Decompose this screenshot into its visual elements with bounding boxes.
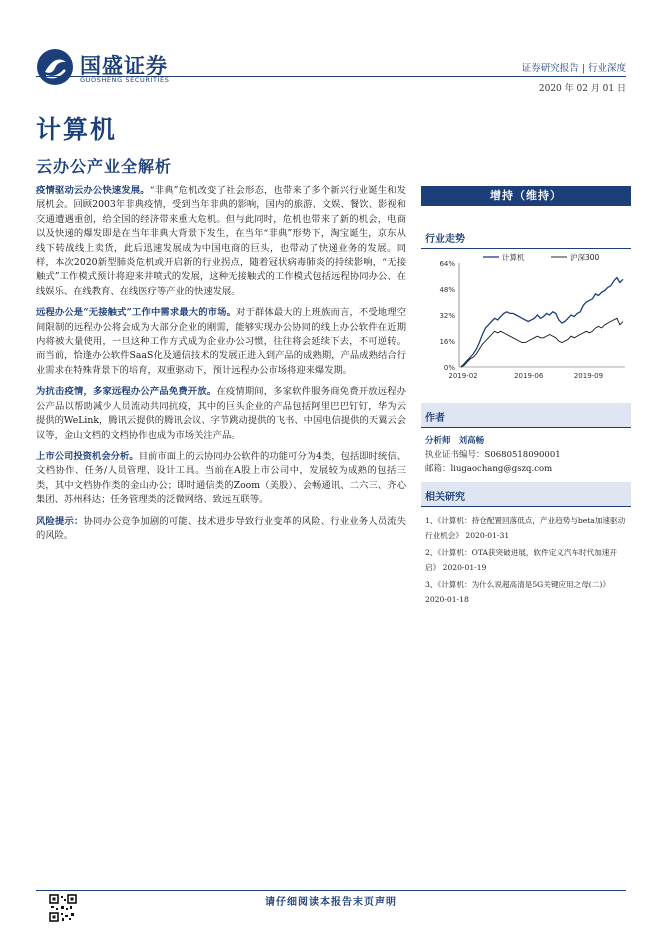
license-row xyxy=(425,448,631,462)
main-content xyxy=(36,184,406,550)
trend-chart xyxy=(421,249,631,387)
author-heading: 作者 xyxy=(421,403,631,428)
y-tick-label: 16% xyxy=(439,338,455,346)
series-line-hs300 xyxy=(461,318,623,367)
sector-title: 计算机 xyxy=(36,115,118,144)
report-date: 2020 年 02 月 01 日 xyxy=(538,84,626,94)
paragraph xyxy=(36,450,406,508)
paragraph-text: 对于群体最大的上班族而言，不受地理空间限制的远程办公将会成为大部分企业的刚需，能够实现办公协同的线上办公软件在近期内将被大量使用，一旦这种工作方式成为企业办公习惯，往往将会延续下去，不可逆转。而当前，恰逢办公软件SaaS化及通信技术的发展正进入到产品的成熟期，产品成熟结合行业需求在特殊背景下的培育，双重驱动下，预计远程办公市场将迎来爆发期。 xyxy=(36,307,406,376)
y-tick-label: 32% xyxy=(439,312,455,320)
paragraph xyxy=(36,306,406,378)
license-label: 执业证书编号： xyxy=(425,450,485,460)
logo-subtitle: GUOSHENG SECURITIES xyxy=(80,76,170,84)
legend-label: 计算机 xyxy=(502,253,525,262)
paragraph-lead: 风险提示： xyxy=(36,515,84,527)
related-item[interactable] xyxy=(425,577,631,607)
x-tick-label: 2019-06 xyxy=(514,372,544,380)
footer-divider xyxy=(36,890,626,891)
related-title: 2、《计算机：OTA获突破进展，软件定义汽车时代加速开启》 xyxy=(425,548,618,572)
analyst-info xyxy=(421,434,631,476)
series-line-computer xyxy=(461,278,623,367)
related-date: 2020-01-19 xyxy=(442,563,487,572)
report-type: 证券研究报告 | 行业深度 xyxy=(521,63,626,74)
x-tick-label: 2019-02 xyxy=(448,372,478,380)
footer-disclaimer: 请仔细阅读本报告末页声明 xyxy=(265,897,397,908)
y-tick-label: 64% xyxy=(439,260,455,268)
related-title: 1、《计算机：持仓配置回落低点，产业趋势与beta加速驱动行业机会》 xyxy=(425,516,626,540)
paragraph-text: 协同办公竞争加剧的可能、技术进步导致行业变革的风险、行业业务人员流失的风险。 xyxy=(36,515,406,541)
analyst-row xyxy=(425,434,631,448)
paragraph-text: 目前市面上的云协同办公软件的功能可分为4类，包括即时统信、文档协作、任务/人员管理、设计工具。当前在A股上市公司中，发展较为成熟的包括三类，其中文档协作类的金山办公；即时通信类的Zoom（美股）、会畅通讯、二六三、齐心集团、苏州科达；任务管理类的泛微网络、致远互联等。 xyxy=(36,450,406,506)
related-title: 3、《计算机：为什么说超高清是5G关键应用之母(二)》 xyxy=(425,580,610,589)
related-list xyxy=(421,513,631,607)
analyst-name: 刘高畅 xyxy=(458,436,485,446)
related-item[interactable] xyxy=(425,545,631,575)
related-date: 2020-01-18 xyxy=(425,595,469,604)
trend-heading: 行业走势 xyxy=(421,224,631,249)
header-divider xyxy=(36,76,626,77)
company-logo xyxy=(36,46,176,90)
paragraph-text: “非典”危机改变了社会形态，也带来了多个新兴行业诞生和发展机会。回顾2003年非典疫情，受到当年非典的影响，国内的旅游、文娱、餐饮、影视和交通遭遇重创，给全国的经济带来重大危机。但与此同时，危机也带来了新的机会，电商以及快递的爆发即是在当年非典大背景下发生，在当年“非典”形势下，淘宝诞生，京东从线下转战线上卖货，此后迅速发展成为中国电商的巨头，也带动了快递业务的发展。同样，本次2020新型肺炎危机或开启新的行业拐点，随着冠状病毒肺炎的持续影响，“无接触式”工作模式预计将迎来井喷式的发展，这种无接触式的工作模式包括远程协同办公、在线娱乐、在线教育、在线医疗等产业的快速发展。 xyxy=(36,185,406,297)
x-tick-label: 2019-09 xyxy=(573,372,604,380)
logo-name: 国盛证券 xyxy=(80,54,168,78)
logo-emblem-icon xyxy=(36,48,74,86)
related-item[interactable] xyxy=(425,513,631,543)
paragraph-lead: 远程办公是“无接触式”工作中需求最大的市场。 xyxy=(36,307,237,319)
email-link[interactable]: liugaochang@gszq.com xyxy=(450,464,553,474)
trend-chart-svg xyxy=(421,249,631,387)
paragraph-lead: 为抗击疫情，多家远程办公产品免费开放。 xyxy=(36,386,217,398)
paragraph xyxy=(36,515,406,544)
related-heading: 相关研究 xyxy=(421,482,631,507)
analyst-label: 分析师 xyxy=(425,436,451,446)
related-date: 2020-01-31 xyxy=(465,531,510,540)
rating-badge: 增持（维持） xyxy=(421,186,631,206)
paragraph-lead: 疫情驱动云办公快速发展。 xyxy=(36,185,150,196)
sidebar xyxy=(421,186,631,609)
license-number: S0680518090001 xyxy=(484,450,561,460)
report-title: 云办公产业全解析 xyxy=(36,157,173,176)
y-tick-label: 0% xyxy=(443,364,455,372)
paragraph-text: 在疫情期间，多家软件服务商免费开放远程办公产品以帮助减少人员流动共同抗疫，其中的巨头企业的产品包括阿里巴巴钉钉，华为云提供的WeLink，腾讯云提供的腾讯会议、字节跳动提供的飞书、中国电信提供的天翼云会议等，金山文档的文档协作也成为市场关注产品。 xyxy=(36,386,406,441)
paragraph xyxy=(36,184,406,299)
legend-label: 沪深300 xyxy=(570,253,600,262)
email-label: 邮箱： xyxy=(425,464,451,474)
email-row xyxy=(425,462,631,476)
paragraph-lead: 上市公司投资机会分析。 xyxy=(36,450,139,462)
paragraph xyxy=(36,385,406,443)
y-tick-label: 48% xyxy=(439,286,455,294)
